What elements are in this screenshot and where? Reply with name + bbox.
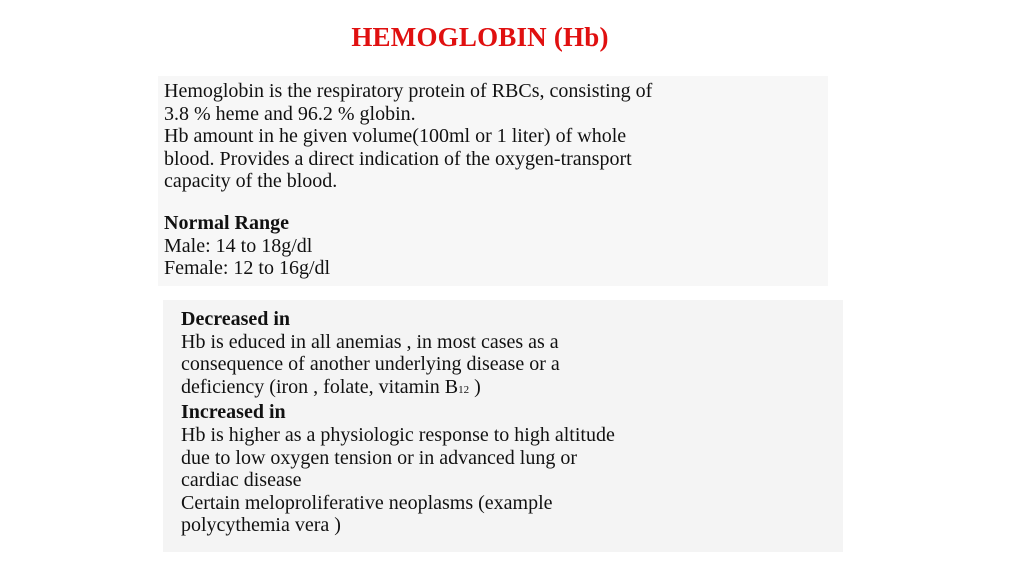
intro-line: Hemoglobin is the respiratory protein of RBCs, consisting of [164, 80, 653, 102]
normal-range-heading: Normal Range [164, 212, 289, 234]
vitamin-b12-subscript: 12 [458, 383, 470, 396]
intro-line: 3.8 % heme and 96.2 % globin. [164, 102, 416, 125]
decreased-line: consequence of another underlying disease or a [181, 353, 560, 376]
intro-line: blood. Provides a direct indication of the oxygen-transport [164, 147, 632, 170]
decreased-line: Hb is educed in all anemias , in most cases as a [181, 330, 559, 353]
intro-paragraph [164, 80, 824, 193]
deficiency-prefix: deficiency (iron , folate, vitamin B [181, 375, 459, 398]
increased-line: polycythemia vera ) [181, 514, 341, 537]
increased-line: cardiac disease [181, 469, 302, 492]
decreased-heading: Decreased in [181, 308, 291, 330]
clinical-variation-section [181, 308, 841, 537]
decreased-deficiency-line [181, 376, 841, 402]
slide-title: HEMOGLOBIN (Hb) [351, 22, 609, 52]
normal-range-female: Female: 12 to 16g/dl [164, 257, 331, 280]
increased-line: due to low oxygen tension or in advanced lung or [181, 446, 578, 469]
increased-line: Hb is higher as a physiologic response to high altitude [181, 423, 615, 446]
increased-heading: Increased in [181, 401, 286, 424]
intro-line: Hb amount in he given volume(100ml or 1 liter) of whole [164, 125, 627, 148]
normal-range-section [164, 212, 564, 280]
normal-range-male: Male: 14 to 18g/dl [164, 234, 313, 257]
increased-line: Certain meloproliferative neoplasms (example [181, 491, 553, 514]
deficiency-suffix: ) [469, 375, 481, 398]
intro-line: capacity of the blood. [164, 170, 338, 193]
